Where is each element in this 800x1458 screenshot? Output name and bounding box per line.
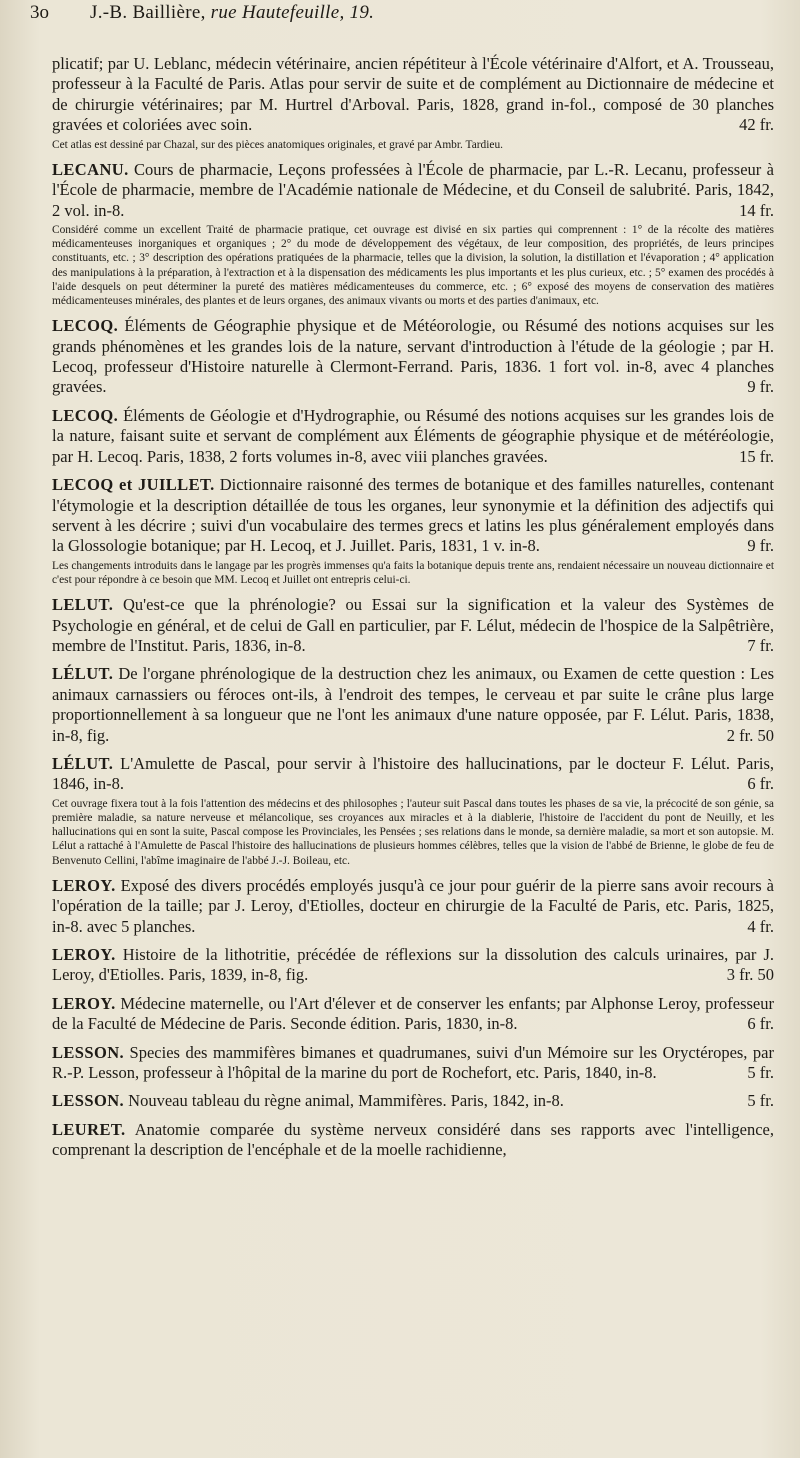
entry-note: Considéré comme un excellent Traité de pharmacie pratique, cet ouvrage est divisé en six parties qui comprennent : 1° de la récolte des matières médicamenteuses inorganiques et organiques ; 2° du mode de développement des végétaux, de leur composition, des propriétés, de leurs principes constituants, etc. ; 3° description des opérations pratiquées de la pharmacie, telles que la division, la solution, la distillation et l'évaporation ; 4° application des manipulations à la préparation, à l'extraction et à la dispensation des médicaments les plus importants et les plus curieux, etc. ; 5° examen des procédés à l'aide desquels on peut déterminer la pureté des matières médicamenteuses du commerce, etc. ; 6° exposé des moyens de conservation des matières médicamenteuses minérales, des plantes et de leurs organes, des animaux vivants ou morts et des parties d'animaux, etc.	[52, 224, 774, 308]
catalogue-entry	[52, 316, 774, 398]
entry-text: Éléments de Géographie physique et de Météorologie, ou Résumé des notions acquises sur les grands phénomènes et les grandes lois de la nature, servant d'introduction à l'étude de la géologie ; par H. Lecoq, professeur d'Histoire naturelle à Clermont-Ferrand. Paris, 1836. 1 fort vol. in-8, avec 4 planches gravées.	[52, 316, 774, 397]
price: 14 fr.	[739, 200, 774, 220]
author-name: LECOQ.	[52, 316, 119, 336]
catalogue-entry	[52, 945, 774, 986]
entry-text: Dictionnaire raisonné des termes de botanique et des familles naturelles, contenant l'étymologie et la description détaillée de tous les organes, leur synonymie et la définition des adjectifs qui servent à les décrire ; suivi d'un vocabulaire des termes grecs et latins les plus généralement employés dans la Glossologie botanique; par H. Lecoq, et J. Juillet. Paris, 1831, 1 v. in-8.	[52, 475, 775, 556]
author-name: LELUT.	[52, 595, 114, 615]
entry-text: Éléments de Géologie et d'Hydrographie, ou Résumé des notions acquises sur les grandes lois de la nature, faisant suite et servant de complément aux Éléments de géographie physique et de météréologie, par H. Lecoq. Paris, 1838, 2 forts volumes in-8, avec viii planches gravées.	[52, 405, 774, 466]
catalogue-entry	[52, 595, 774, 656]
catalogue-entry	[52, 406, 774, 467]
entry-text: Histoire de la lithotritie, précédée de réflexions sur la dissolution des calculs urinaires, par J. Leroy, d'Etiolles. Paris, 1839, in-8, fig.	[52, 945, 775, 985]
entry-text: Qu'est-ce que la phrénologie? ou Essai sur la signification et la valeur des Systèmes de Psychologie en général, et de celui de Gall en particulier, par F. Lélut, médecin de l'hospice de la Salpêtrière, membre de l'Institut. Paris, 1836, in-8.	[52, 595, 774, 655]
price: 6 fr.	[747, 1014, 774, 1034]
entry-text: Nouveau tableau du règne animal, Mammifères. Paris, 1842, in-8.	[128, 1091, 564, 1111]
running-header	[30, 2, 774, 42]
catalogue-entry	[52, 664, 774, 746]
price: 3 fr. 50	[726, 965, 774, 985]
author-name: LESSON.	[52, 1091, 125, 1111]
entry-note: Cet atlas est dessiné par Chazal, sur des pièces anatomiques originales, et gravé par Ambr. Tardieu.	[52, 138, 503, 151]
catalogue-entry	[52, 754, 774, 868]
entry-text: Species des mammifères bimanes et quadrumanes, suivi d'un Mémoire sur les Oryctéropes, par R.-P. Lesson, professeur à l'hôpital de la marine du port de Rochefort, etc. Paris, 1840, in-8.	[52, 1042, 774, 1083]
entry-text: plicatif; par U. Leblanc, médecin vétérinaire, ancien répétiteur à l'École vétérinaire d'Alfort, et A. Trousseau, professeur à la Faculté de Paris. Atlas pour servir de suite et de complément au Dictionnaire de médecine et de chirurgie vétérinaires; par M. Hurtrel d'Arboval. Paris, 1828, grand in-fol., composé de 30 planches gravées et coloriées avec soin.	[52, 54, 774, 135]
price: 6 fr.	[747, 774, 774, 794]
catalogue-entry	[52, 54, 774, 152]
entry-text: Cours de pharmacie, Leçons professées à l'École de pharmacie, par L.-R. Lecanu, professeur à l'École de pharmacie, membre de l'Académie nationale de Médecine, et du Conseil de salubrité. Paris, 1842, 2 vol. in-8.	[52, 159, 775, 220]
page-number: 3o	[30, 2, 49, 23]
price: 9 fr.	[747, 377, 774, 397]
publisher-address: rue Hautefeuille, 19.	[210, 2, 375, 23]
entry-text: Exposé des divers procédés employés jusqu'à ce jour pour guérir de la pierre sans avoir recours à l'opération de la taille; par J. Leroy, d'Etiolles, docteur en chirurgie de la Faculté de Paris, etc. Paris, 1825, in-8. avec 5 planches.	[52, 875, 774, 936]
author-name: LESSON.	[52, 1042, 125, 1062]
price: 15 fr.	[739, 446, 774, 466]
author-name: LECOQ et JUILLET.	[52, 475, 215, 495]
author-name: LÉLUT.	[52, 753, 114, 773]
catalogue-entry	[52, 876, 774, 937]
price: 7 fr.	[747, 635, 774, 655]
catalogue-entry	[52, 994, 774, 1035]
price: 4 fr.	[747, 916, 774, 936]
publisher-name: J.-B. Baillière	[90, 2, 201, 23]
price: 9 fr.	[747, 536, 774, 556]
entry-text: Médecine maternelle, ou l'Art d'élever et de conserver les enfants; par Alphonse Leroy, professeur de la Faculté de Médecine de Paris. Seconde édition. Paris, 1830, in-8.	[52, 993, 774, 1034]
running-head: J.-B. Baillière, rue Hautefeuille, 19.	[90, 2, 375, 23]
catalogue-entry	[52, 475, 774, 587]
catalogue-entries	[52, 54, 774, 1161]
price: 5 fr.	[747, 1091, 774, 1111]
author-name: LECANU.	[52, 159, 129, 179]
author-name: LECOQ.	[52, 405, 119, 425]
author-name: LEURET.	[52, 1119, 126, 1139]
price: 2 fr. 50	[726, 725, 774, 745]
price: 5 fr.	[747, 1063, 774, 1083]
entry-note: Les changements introduits dans le langage par les progrès immenses qu'a faits la botanique depuis trente ans, rendaient nécessaire un nouveau dictionnaire et c'est pour répondre à ce besoin que MM. Lecoq et Juillet ont entrepris celui-ci.	[52, 559, 774, 586]
author-name: LÉLUT.	[52, 664, 114, 684]
author-name: LEROY.	[52, 875, 116, 895]
entry-text: L'Amulette de Pascal, pour servir à l'histoire des hallucinations, par le docteur F. Lélut. Paris, 1846, in-8.	[52, 753, 774, 794]
entry-note: Cet ouvrage fixera tout à la fois l'attention des médecins et des philosophes ; l'auteur suit Pascal dans toutes les phases de sa vie, la précocité de son génie, sa première maladie, sa nature nerveuse et mélancolique, ses croyances aux miracles et à la diablerie, l'histoire de l'accident du pont de Neuilly, et les hallucinations qui en sont la suite, Pascal compose les Provinciales, les Pensées ; ses relations dans le monde, sa dernière maladie, sa mort et son autopsie. M. Lélut a rattaché à l'Amulette de Pascal l'histoire des hallucinations de plusieurs hommes célèbres, telles que la vision de l'abbé de Brienne, le globe de feu de Benvenuto Cellini, l'abîme imaginaire de l'abbé J.-J. Boileau, etc.	[52, 797, 774, 867]
catalogue-entry	[52, 1091, 774, 1111]
author-name: LEROY.	[52, 993, 116, 1013]
price: 42 fr.	[739, 115, 774, 135]
entry-text: De l'organe phrénologique de la destruction chez les animaux, ou Examen de cette question : Les animaux carnassiers ou féroces ont-ils, à l'endroit des tempes, le cerveau et par suite le crâne plus large proportionnellement à sa longueur que ne l'ont les animaux d'une nature opposée, par F. Lélut. Paris, 1838, in-8, fig.	[52, 664, 774, 745]
author-name: LEROY.	[52, 945, 116, 965]
catalogue-entry	[52, 160, 774, 308]
entry-text: Anatomie comparée du système nerveux considéré dans ses rapports avec l'intelligence, comprenant la description de l'encéphale et de la moelle rachidienne,	[52, 1119, 774, 1160]
catalogue-entry	[52, 1120, 774, 1161]
catalogue-entry	[52, 1043, 774, 1084]
